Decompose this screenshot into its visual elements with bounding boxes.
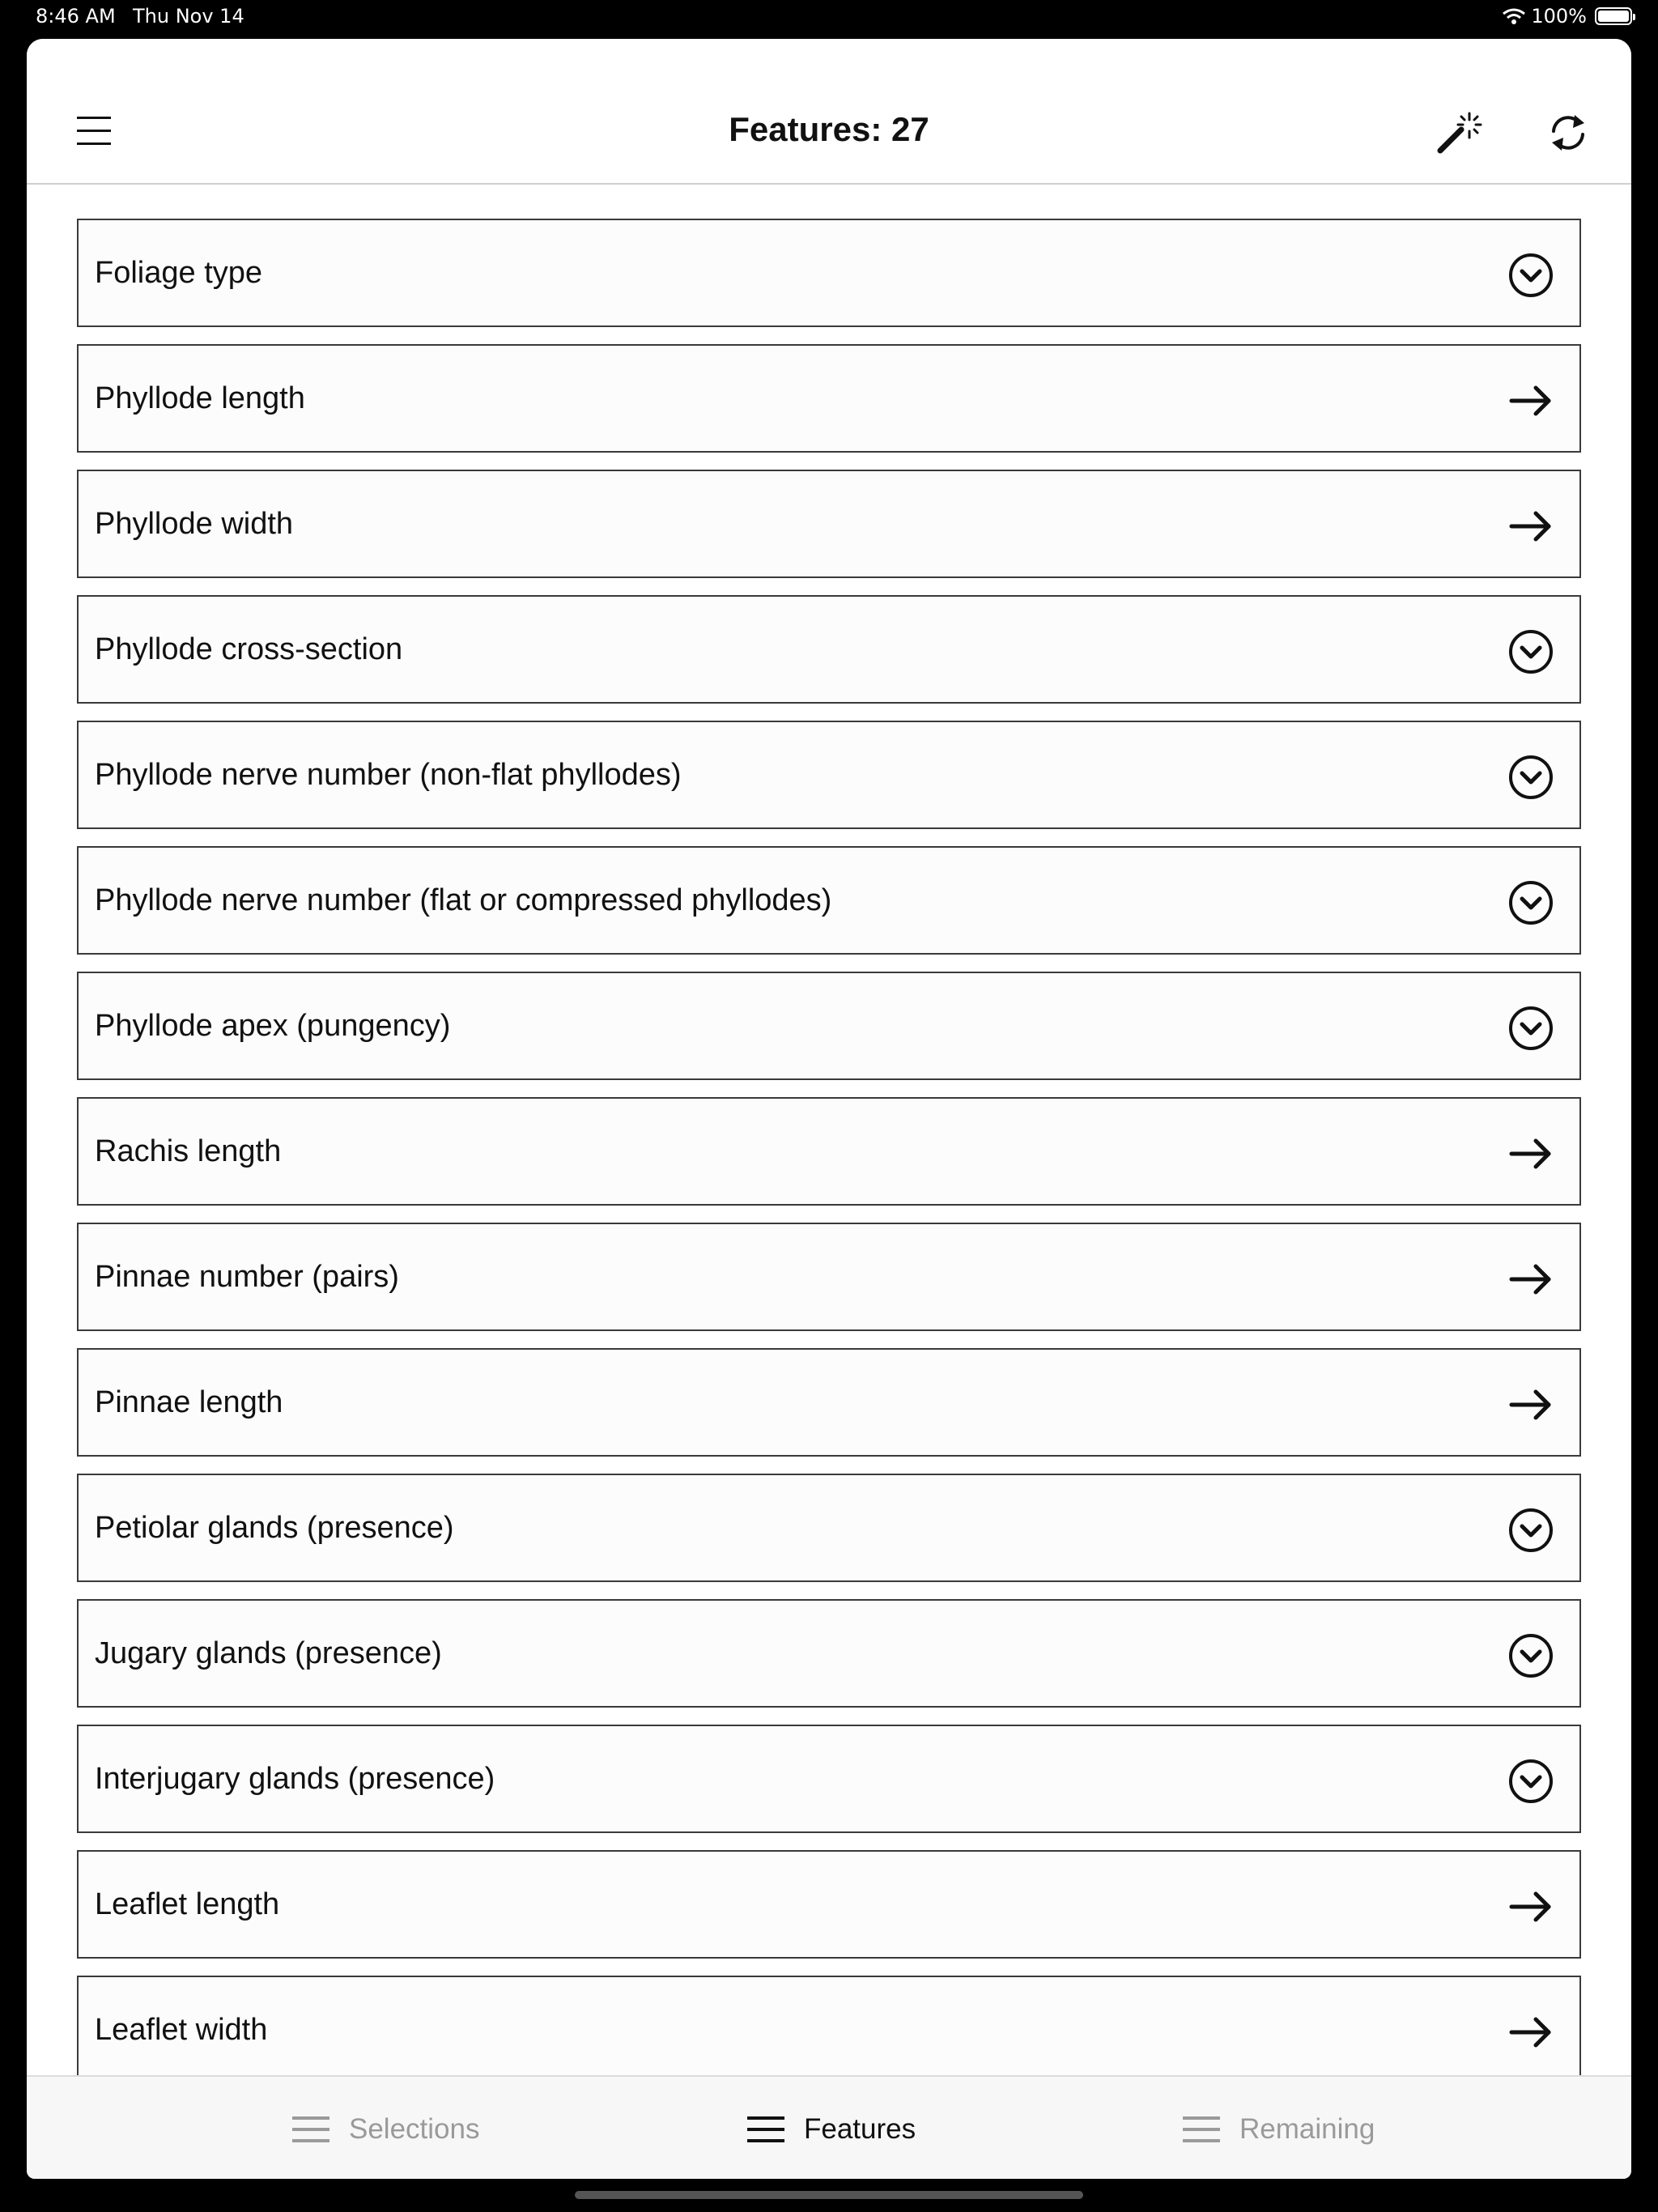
list-icon (292, 2116, 329, 2142)
chevron-down-circle-icon (1507, 251, 1555, 300)
list-icon (1183, 2116, 1220, 2142)
tab-selections[interactable] (292, 2109, 479, 2150)
feature-label: Petiolar glands (presence) (95, 1511, 454, 1545)
feature-row[interactable] (77, 1223, 1581, 1331)
arrow-right-icon (1507, 376, 1555, 425)
feature-row[interactable] (77, 1348, 1581, 1457)
refresh-icon (1542, 107, 1594, 159)
feature-label: Phyllode nerve number (non-flat phyllodes) (95, 758, 682, 792)
header (27, 39, 1631, 185)
app-sheet (27, 39, 1631, 2179)
feature-label: Leaflet width (95, 2013, 268, 2047)
feature-label: Pinnae number (pairs) (95, 1260, 399, 1294)
wifi-icon (1502, 7, 1526, 25)
feature-row[interactable] (77, 1850, 1581, 1959)
arrow-right-icon (1507, 1882, 1555, 1931)
feature-label: Phyllode width (95, 507, 294, 541)
chevron-down-circle-icon (1507, 1631, 1555, 1680)
magic-wand-icon (1432, 107, 1484, 159)
feature-label: Foliage type (95, 256, 263, 290)
refresh-button[interactable] (1542, 107, 1594, 159)
feature-row[interactable] (77, 1976, 1581, 2084)
arrow-right-icon (1507, 502, 1555, 551)
tab-label: Features (804, 2113, 916, 2145)
feature-row[interactable] (77, 1725, 1581, 1833)
arrow-right-icon (1507, 2008, 1555, 2057)
tab-label: Remaining (1239, 2113, 1375, 2145)
magic-wand-button[interactable] (1432, 107, 1484, 159)
status-right (1502, 5, 1632, 28)
status-bar (0, 0, 1658, 37)
home-indicator[interactable] (575, 2191, 1083, 2199)
chevron-down-circle-icon (1507, 1004, 1555, 1053)
feature-label: Phyllode length (95, 381, 305, 415)
feature-label: Interjugary glands (presence) (95, 1762, 495, 1796)
tab-remaining[interactable] (1183, 2109, 1375, 2150)
arrow-right-icon (1507, 1380, 1555, 1429)
feature-label: Pinnae length (95, 1385, 283, 1419)
arrow-right-icon (1507, 1255, 1555, 1304)
feature-row[interactable] (77, 1474, 1581, 1582)
status-time: 8:46 AM (36, 5, 116, 28)
page-title: Features: 27 (729, 110, 929, 148)
feature-row[interactable] (77, 846, 1581, 955)
feature-row[interactable] (77, 595, 1581, 704)
status-date: Thu Nov 14 (133, 5, 244, 28)
feature-label: Phyllode cross-section (95, 632, 403, 666)
feature-row[interactable] (77, 470, 1581, 578)
feature-row[interactable] (77, 972, 1581, 1080)
tab-features[interactable] (747, 2109, 916, 2150)
feature-row[interactable] (77, 219, 1581, 327)
feature-label: Phyllode nerve number (flat or compressed phyllodes) (95, 883, 832, 917)
battery-icon (1595, 7, 1632, 25)
feature-row[interactable] (77, 1599, 1581, 1708)
tab-bar (27, 2075, 1631, 2179)
chevron-down-circle-icon (1507, 878, 1555, 927)
feature-label: Rachis length (95, 1134, 282, 1168)
chevron-down-circle-icon (1507, 753, 1555, 802)
tab-label: Selections (349, 2113, 480, 2145)
chevron-down-circle-icon (1507, 1506, 1555, 1555)
feature-list (77, 219, 1581, 2095)
chevron-down-circle-icon (1507, 1757, 1555, 1806)
feature-label: Phyllode apex (pungency) (95, 1009, 451, 1043)
feature-label: Leaflet length (95, 1887, 280, 1921)
feature-row[interactable] (77, 344, 1581, 453)
list-icon (747, 2116, 784, 2142)
feature-row[interactable] (77, 1097, 1581, 1206)
battery-percent: 100% (1531, 5, 1587, 28)
arrow-right-icon (1507, 1129, 1555, 1178)
chevron-down-circle-icon (1507, 627, 1555, 676)
feature-row[interactable] (77, 721, 1581, 829)
feature-label: Jugary glands (presence) (95, 1636, 442, 1670)
